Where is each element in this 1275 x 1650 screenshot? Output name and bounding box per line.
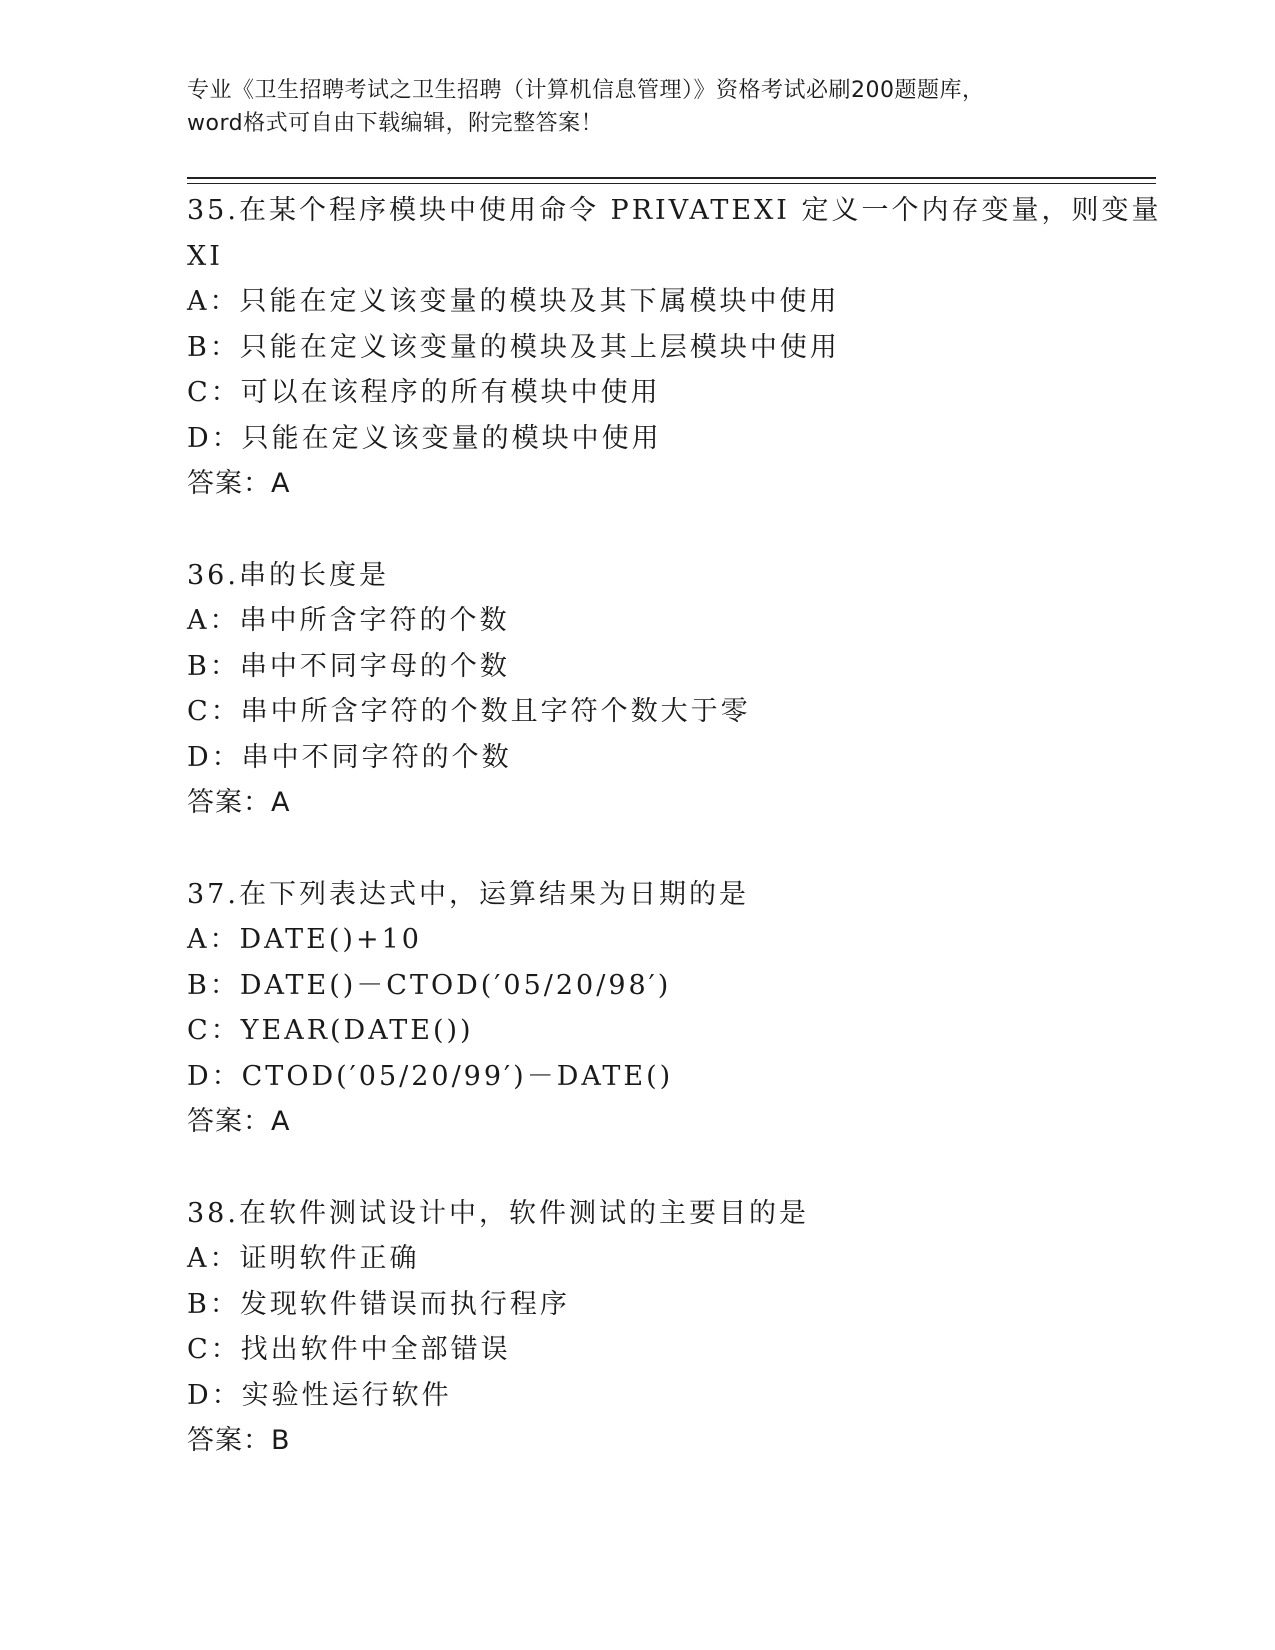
option-d: D：串中不同字符的个数 [187,741,512,773]
answer-label: 答案：B [187,1425,291,1456]
answer-label: 答案：A [187,787,291,818]
question-38 [187,1191,1156,1464]
question-stem: 36.串的长度是 [187,559,389,591]
question-stem: 35.在某个程序模块中使用命令 PRIVATEXI 定义一个内存变量，则变量 [187,195,1162,226]
header-divider-thin [187,183,1156,184]
question-37 [187,872,1156,1145]
option-d: D：只能在定义该变量的模块中使用 [187,422,662,454]
option-c: C：找出软件中全部错误 [187,1334,511,1365]
question-stem-continued: XI [187,240,223,272]
option-b: B：串中不同字母的个数 [187,650,510,682]
question-35 [187,188,1162,507]
option-b: B：发现软件错误而执行程序 [187,1288,570,1320]
question-stem: 37.在下列表达式中，运算结果为日期的是 [187,878,749,910]
question-list [187,188,1162,1510]
option-c: C：串中所含字符的个数且字符个数大于零 [187,696,751,727]
document-header [187,74,1087,140]
option-a: A：只能在定义该变量的模块及其下属模块中使用 [187,286,840,317]
header-line-2: word格式可自由下载编辑，附完整答案！ [187,111,604,136]
option-a: A：DATE()+10 [187,924,422,955]
header-divider-thick [187,177,1156,179]
option-a: A：证明软件正确 [187,1243,420,1274]
question-36 [187,553,1156,826]
answer-label: 答案：A [187,1106,291,1137]
option-c: C：YEAR(DATE()) [187,1015,474,1046]
option-b: B：只能在定义该变量的模块及其上层模块中使用 [187,331,840,363]
question-stem: 38.在软件测试设计中，软件测试的主要目的是 [187,1197,809,1229]
option-a: A：串中所含字符的个数 [187,605,510,636]
header-line-1: 专业《卫生招聘考试之卫生招聘（计算机信息管理）》资格考试必刷200题题库， [187,78,985,103]
answer-label: 答案：A [187,468,291,499]
option-c: C：可以在该程序的所有模块中使用 [187,377,661,408]
option-b: B：DATE()－CTOD(′05/20/98′) [187,969,672,1001]
option-d: D：实验性运行软件 [187,1379,452,1411]
option-d: D：CTOD(′05/20/99′)－DATE() [187,1060,674,1092]
